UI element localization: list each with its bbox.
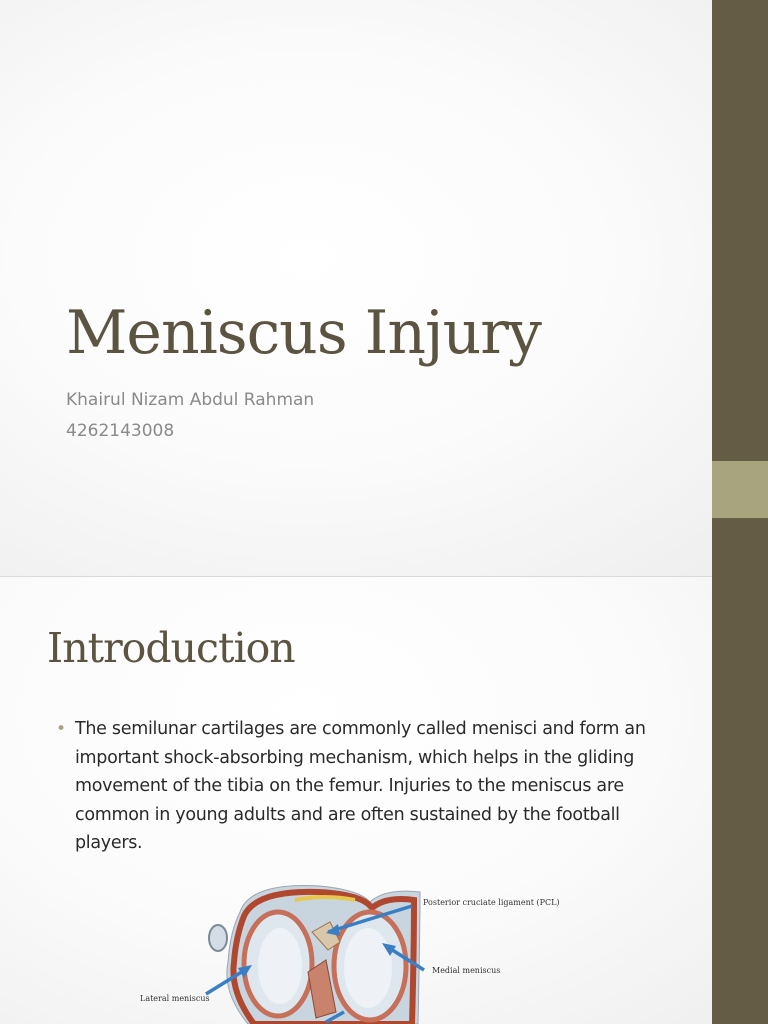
medial-plateau xyxy=(344,928,392,1008)
bullet-item xyxy=(56,715,676,858)
introduction-slide xyxy=(0,577,768,1024)
slide-title: Meniscus Injury xyxy=(66,298,541,368)
lateral-plateau xyxy=(258,928,302,1004)
label-lateral-meniscus: Lateral meniscus xyxy=(140,994,210,1003)
sidebar-accent-block xyxy=(712,461,768,518)
label-medial-meniscus: Medial meniscus xyxy=(432,966,501,975)
meniscus-diagram xyxy=(130,872,560,1024)
fibula-head xyxy=(209,925,227,951)
label-pcl: Posterior cruciate ligament (PCL) xyxy=(423,898,560,907)
section-title: Introduction xyxy=(47,624,295,672)
author-name: Khairul Nizam Abdul Rahman xyxy=(66,390,315,410)
student-id: 4262143008 xyxy=(66,421,175,441)
bullet-dot-icon: • xyxy=(56,719,67,739)
bullet-text: The semilunar cartilages are commonly called menisci and form an important shock-absorbing mechanism, which helps in the gliding movement of the tibia on the femur. Injuries to the meniscus are common in young adults and are often sustained by the football players. xyxy=(75,719,646,853)
